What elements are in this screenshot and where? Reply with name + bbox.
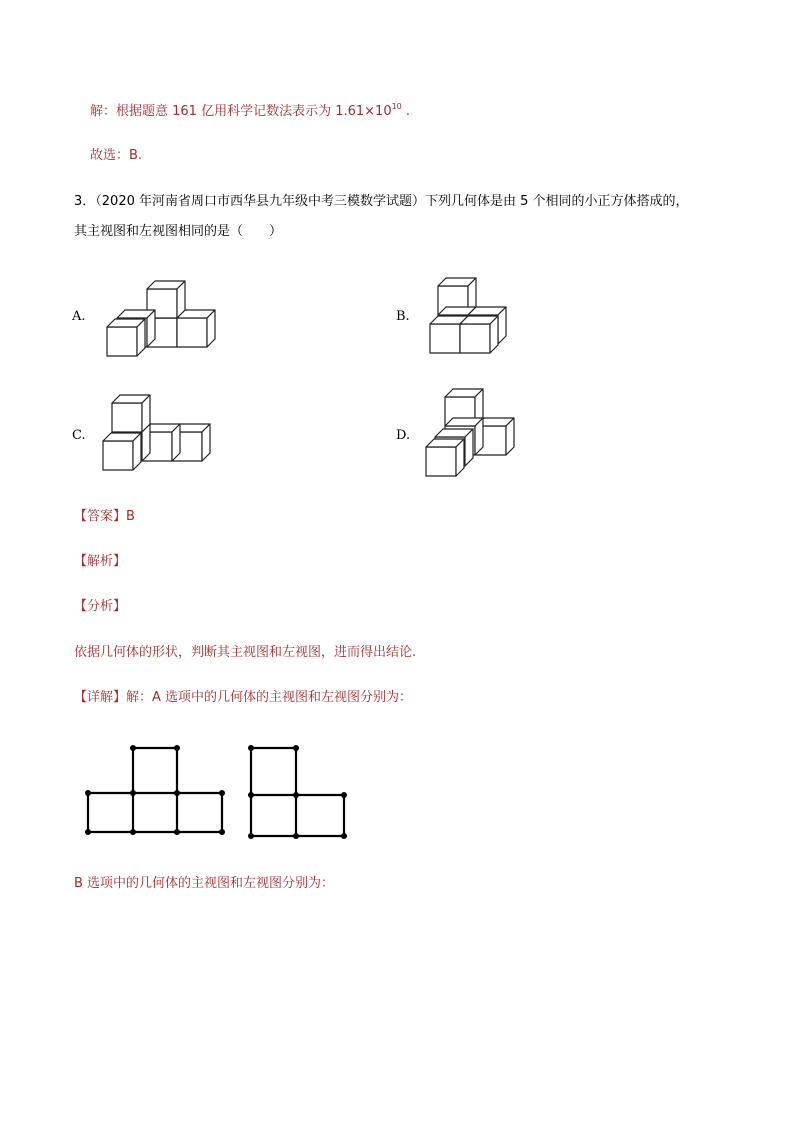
option-b-label: B. [396, 309, 410, 324]
detail-line: 【详解】解：A 选项中的几何体的主视图和左视图分别为： [74, 690, 413, 705]
option-d-label: D. [396, 428, 411, 443]
exponent: 10 [391, 102, 402, 111]
question-3-line-1: 3．（2020 年河南省周口市西华县九年级中考三模数学试题）下列几何体是由 5 个相同的小正方体搭成的， [74, 194, 689, 209]
fenxi-text: 依据几何体的形状，判断其主视图和左视图，进而得出结论. [74, 645, 417, 660]
solution-text: 解：根据题意 161 亿用科学记数法表示为 1.61×10 [90, 104, 392, 119]
option-a-label: A. [72, 309, 86, 324]
choice-line: 故选：B. [90, 148, 143, 163]
analysis-heading: 【解析】 [74, 554, 127, 569]
question-3-line-2: 其主视图和左视图相同的是（ ） [74, 224, 283, 239]
answer-line: 【答案】B [74, 509, 135, 524]
option-c-label: C. [72, 428, 86, 443]
solution-suffix: . [401, 104, 411, 119]
fenxi-heading: 【分析】 [74, 599, 127, 614]
b-views-line: B 选项中的几何体的主视图和左视图分别为： [74, 876, 335, 891]
